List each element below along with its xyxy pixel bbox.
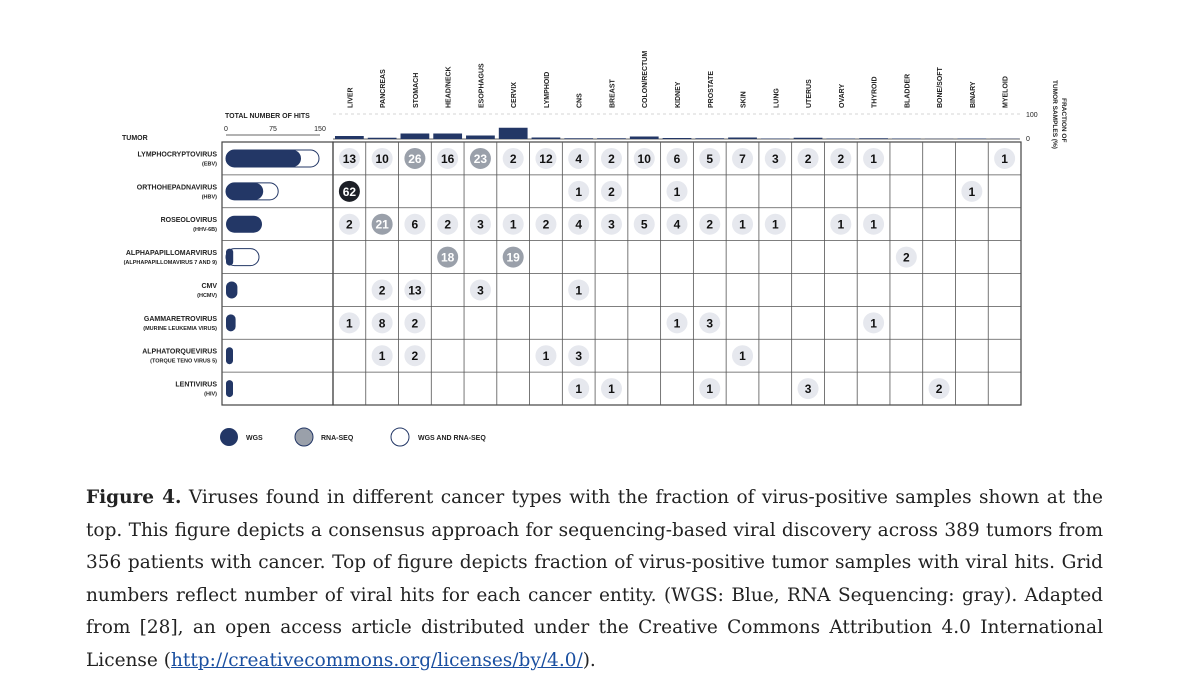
virus-sub-orthohepadnavirus: (HBV) (201, 194, 217, 201)
cell-value-roseolovirus-lymphoid: 2 (542, 217, 550, 232)
column-label-stomach: STOMACH (412, 72, 420, 108)
cell-value-alphatorquevirus-pancreas: 1 (378, 349, 386, 364)
cell-value-orthohepadnavirus-liver: 62 (342, 184, 357, 199)
cell-value-gammaretrovirus-kidney: 1 (673, 316, 681, 331)
column-label-cervix: CERVIX (511, 82, 519, 108)
cell-value-lymphocryptovirus-uterus: 2 (804, 151, 812, 166)
total-hits-wgs-cmv (226, 281, 237, 298)
cell-value-lymphocryptovirus-cervix: 2 (509, 151, 517, 166)
column-label-lymphoid: LYMPHOID (543, 71, 551, 108)
legend-label-wgs: WGS (246, 435, 263, 442)
virus-name-cmv: CMV (201, 282, 217, 290)
column-label-colon-rectum: COLON/RECTUM (642, 50, 650, 108)
virus-sub-cmv: (HCMV) (197, 292, 217, 299)
cell-value-roseolovirus-head-neck: 2 (444, 217, 452, 232)
virus-sub-lymphocryptovirus: (EBV) (202, 161, 217, 168)
total-hits-wgs-alphatorquevirus (226, 347, 233, 364)
fraction-bar-breast (597, 138, 626, 139)
cell-value-lentivirus-uterus: 3 (804, 382, 812, 397)
total-hits-wgs-roseolovirus (226, 216, 262, 233)
cell-value-gammaretrovirus-pancreas: 8 (378, 316, 386, 331)
legend-swatch-wgs (220, 428, 238, 446)
column-label-pancreas: PANCREAS (380, 69, 388, 108)
cell-value-alphatorquevirus-lymphoid: 1 (542, 349, 550, 364)
cell-value-lymphocryptovirus-colon-rectum: 10 (637, 151, 651, 166)
legend-label-rna: RNA-SEQ (321, 435, 354, 442)
cell-value-gammaretrovirus-prostate: 3 (706, 316, 714, 331)
fraction-bar-head-neck (433, 134, 462, 140)
column-label-ovary: OVARY (838, 83, 846, 108)
cell-value-roseolovirus-thyroid: 1 (870, 217, 877, 232)
cell-value-lentivirus-breast: 1 (608, 382, 615, 397)
cell-value-roseolovirus-breast: 3 (608, 217, 615, 232)
cell-value-roseolovirus-ovary: 1 (837, 217, 845, 232)
cell-value-alphapapillomarvirus-bladder: 2 (902, 250, 910, 265)
cell-value-gammaretrovirus-stomach: 2 (411, 316, 419, 331)
virus-sub-roseolovirus: (HHV-6B) (193, 227, 217, 234)
cell-value-lymphocryptovirus-head-neck: 16 (440, 151, 455, 166)
cell-value-cmv-pancreas: 2 (378, 283, 386, 298)
cell-value-roseolovirus-liver: 2 (346, 217, 353, 232)
column-label-thyroid: THYROID (871, 76, 879, 108)
column-label-skin: SKIN (740, 91, 748, 108)
cell-value-roseolovirus-esophagus: 3 (477, 217, 484, 232)
cell-value-lymphocryptovirus-cns: 4 (575, 151, 583, 166)
column-label-liver: LIVER (347, 87, 355, 108)
column-label-binary: BINARY (969, 81, 977, 108)
virus-sub-alphapapillomarvirus: (ALPHAPAPILLOMAVIRUS 7 AND 9) (123, 260, 217, 267)
cell-value-orthohepadnavirus-breast: 2 (608, 184, 615, 199)
column-label-myeloid: MYELOID (1002, 76, 1010, 108)
right-axis-label-line1: FRACTION OF (1060, 98, 1067, 143)
cell-value-roseolovirus-cervix: 1 (509, 217, 517, 232)
caption-tail: ). (582, 649, 596, 671)
cell-value-alphatorquevirus-stomach: 2 (411, 349, 419, 364)
legend (220, 428, 486, 446)
virus-name-lymphocryptovirus: LYMPHOCRYPTOVIRUS (137, 151, 217, 159)
cell-value-roseolovirus-prostate: 2 (706, 217, 714, 232)
column-label-cns: CNS (576, 93, 584, 108)
virus-name-lentivirus: LENTIVIRUS (175, 381, 217, 389)
virus-sub-alphatorquevirus: (TORQUE TENO VIRUS 5) (150, 358, 217, 365)
column-label-bladder: BLADDER (904, 73, 912, 108)
column-label-uterus: UTERUS (806, 79, 814, 108)
cell-value-roseolovirus-lung: 1 (771, 217, 779, 232)
axis-tick-75: 75 (269, 126, 277, 133)
cell-value-lentivirus-cns: 1 (575, 382, 583, 397)
fraction-bar-skin (728, 138, 757, 140)
cell-value-lymphocryptovirus-myeloid: 1 (1001, 151, 1008, 166)
cell-value-orthohepadnavirus-kidney: 1 (673, 184, 681, 199)
right-tick-0: 0 (1026, 136, 1030, 143)
fraction-bar-colon-rectum (630, 137, 659, 140)
cell-value-cmv-cns: 1 (575, 283, 583, 298)
fraction-bar-cervix (499, 128, 528, 139)
caption-label: Figure 4. (86, 487, 182, 508)
cell-value-lymphocryptovirus-esophagus: 23 (473, 151, 488, 166)
cell-value-lymphocryptovirus-lymphoid: 12 (539, 151, 553, 166)
cell-value-roseolovirus-kidney: 4 (673, 217, 681, 232)
column-label-breast: BREAST (609, 79, 617, 108)
cell-value-lymphocryptovirus-lung: 3 (771, 151, 779, 166)
fraction-bar-thyroid (859, 138, 888, 139)
license-link[interactable]: http://creativecommons.org/licenses/by/4.0/ (170, 649, 583, 671)
fraction-bar-kidney (663, 138, 692, 139)
legend-swatch-both (391, 428, 409, 446)
column-label-prostate: PROSTATE (707, 70, 715, 108)
fraction-bar-bladder (892, 139, 921, 140)
cell-value-alphatorquevirus-cns: 3 (575, 349, 583, 364)
virus-name-alphatorquevirus: ALPHATORQUEVIRUS (142, 348, 217, 356)
cell-value-alphatorquevirus-skin: 1 (739, 349, 746, 364)
cell-value-roseolovirus-cns: 4 (575, 217, 583, 232)
fraction-bar-binary (957, 139, 986, 140)
fraction-bar-uterus (794, 138, 823, 139)
cell-value-lymphocryptovirus-ovary: 2 (837, 151, 845, 166)
cell-value-roseolovirus-pancreas: 21 (375, 217, 389, 232)
fraction-bar-liver (335, 136, 364, 139)
total-hits-wgs-orthohepadnavirus (226, 183, 263, 200)
total-hits-wgs-alphapapillomarvirus (226, 249, 233, 266)
right-axis-label-line2: TUMOR SAMPLES (%) (1051, 80, 1058, 149)
fraction-bar-stomach (401, 134, 430, 140)
cell-value-lymphocryptovirus-liver: 13 (342, 151, 357, 166)
virus-name-alphapapillomarvirus: ALPHAPAPILLOMARVIRUS (125, 250, 217, 258)
cell-value-lymphocryptovirus-kidney: 6 (673, 151, 681, 166)
fraction-bar-cns (564, 138, 593, 139)
fraction-bar-prostate (695, 138, 724, 139)
cell-value-roseolovirus-stomach: 6 (411, 217, 419, 232)
total-hits-label: TOTAL NUMBER OF HITS (225, 113, 310, 120)
axis-tick-150: 150 (314, 126, 326, 133)
virus-sub-gammaretrovirus: (MURINE LEUKEMIA VIRUS) (143, 325, 217, 332)
legend-label-both: WGS AND RNA-SEQ (418, 435, 486, 442)
cell-value-roseolovirus-colon-rectum: 5 (640, 217, 648, 232)
tumor-header: TUMOR (122, 135, 148, 142)
virus-sub-lentivirus: (HIV) (204, 391, 217, 398)
column-label-lung: LUNG (773, 88, 781, 108)
fraction-bar-esophagus (466, 136, 495, 140)
total-hits-wgs-lentivirus (226, 380, 233, 397)
cell-value-lymphocryptovirus-pancreas: 10 (375, 151, 389, 166)
axis-tick-0: 0 (224, 126, 228, 133)
cell-value-gammaretrovirus-liver: 1 (346, 316, 353, 331)
cell-value-lentivirus-prostate: 1 (706, 382, 714, 397)
total-hits-wgs-gammaretrovirus (226, 314, 236, 331)
cell-value-gammaretrovirus-thyroid: 1 (870, 316, 877, 331)
fraction-bar-ovary (826, 139, 855, 140)
caption-text: Viruses found in different cancer types with the fraction of virus-positive samples shown at the top. This figure depicts a consensus approach for sequencing-based viral discovery across 389 tumors from 356 patients with cancer. Top of figure depicts fraction of virus-positive tumor samples with viral hits. Grid numbers reflect number of viral hits for each cancer entity. (WGS: Blue, RNA Sequencing: gray). Adapted from [28], an open access article distributed under the Creative Commons Attribution 4.0 International License ( (86, 487, 1103, 671)
cell-value-alphapapillomarvirus-cervix: 19 (506, 250, 520, 265)
cell-value-orthohepadnavirus-cns: 1 (575, 184, 583, 199)
virus-name-orthohepadnavirus: ORTHOHEPADNAVIRUS (136, 184, 217, 192)
cell-value-lymphocryptovirus-thyroid: 1 (870, 151, 877, 166)
fraction-bar-pancreas (368, 138, 397, 139)
legend-swatch-rna (295, 428, 313, 446)
virus-name-gammaretrovirus: GAMMARETROVIRUS (143, 315, 217, 323)
column-label-head-neck: HEAD/NECK (445, 66, 453, 108)
virus-name-roseolovirus: ROSEOLOVIRUS (160, 217, 217, 225)
column-label-esophagus: ESOPHAGUS (478, 63, 486, 108)
cell-value-orthohepadnavirus-binary: 1 (968, 184, 976, 199)
cell-value-lymphocryptovirus-skin: 7 (739, 151, 746, 166)
cell-value-cmv-esophagus: 3 (477, 283, 484, 298)
cell-value-lymphocryptovirus-prostate: 5 (706, 151, 714, 166)
cell-value-cmv-stomach: 13 (408, 283, 422, 298)
cell-value-alphapapillomarvirus-head-neck: 18 (440, 250, 455, 265)
cell-value-lentivirus-bone-soft: 2 (935, 382, 943, 397)
cell-value-roseolovirus-skin: 1 (739, 217, 746, 232)
column-label-kidney: KIDNEY (675, 81, 682, 108)
fraction-bar-lung (761, 139, 790, 140)
right-tick-100: 100 (1026, 112, 1038, 119)
fraction-bar-lymphoid (532, 138, 561, 140)
cell-value-lymphocryptovirus-stomach: 26 (408, 151, 422, 166)
cell-value-lymphocryptovirus-breast: 2 (608, 151, 615, 166)
figure-caption (86, 482, 1103, 678)
column-label-bone-soft: BONE/SOFT (937, 67, 945, 108)
total-hits-wgs-lymphocryptovirus (226, 150, 301, 167)
